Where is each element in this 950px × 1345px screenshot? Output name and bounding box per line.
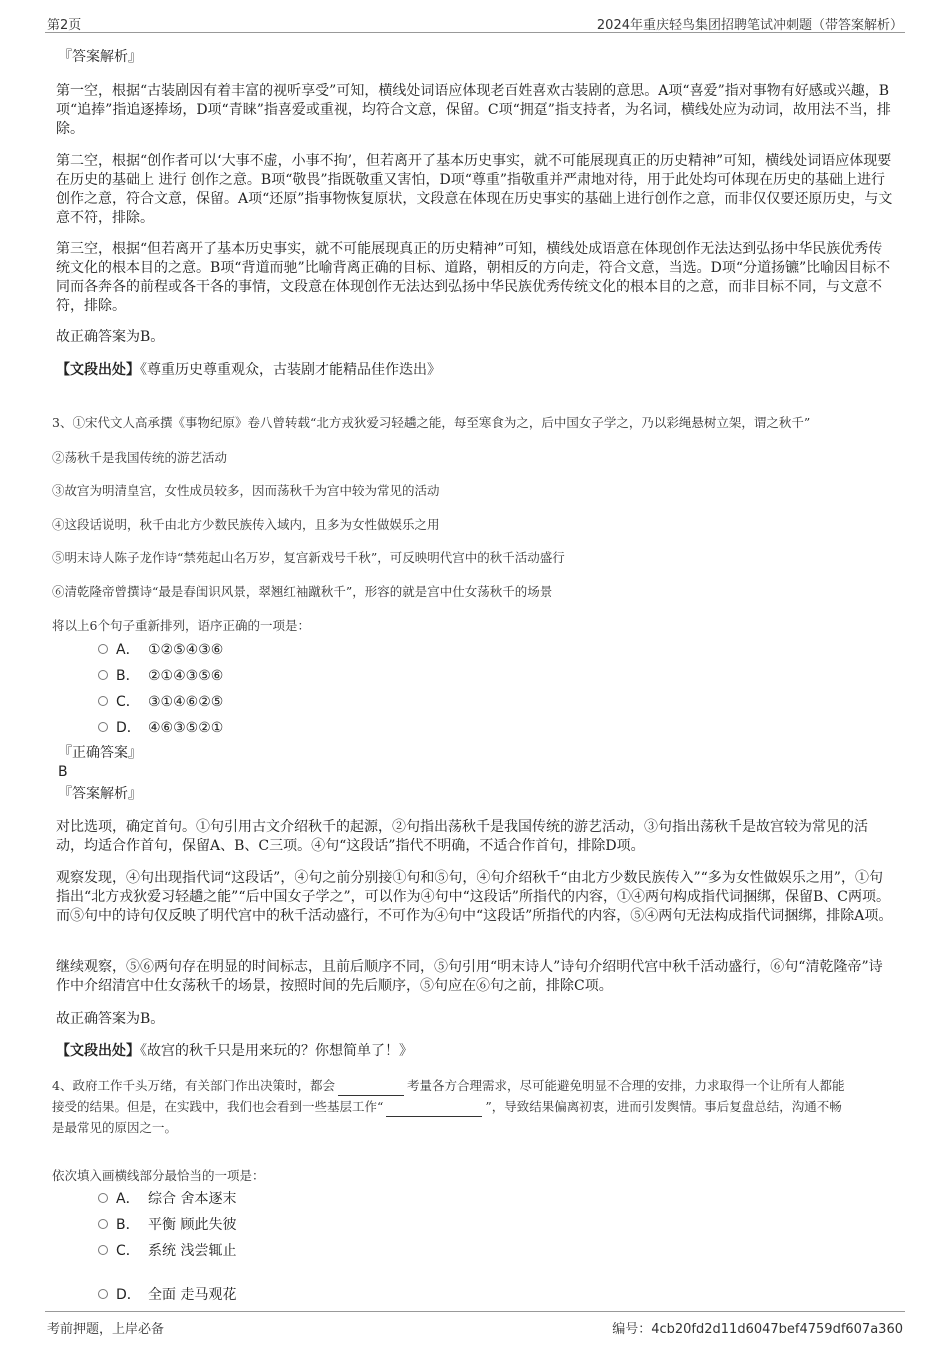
page-number: 第2页: [47, 18, 82, 33]
radio-icon[interactable]: [98, 1289, 108, 1299]
radio-icon[interactable]: [98, 644, 108, 654]
radio-icon[interactable]: [98, 1245, 108, 1255]
q3-analysis-para-3: 继续观察，⑤⑥两句存在明显的时间标志，且前后顺序不同，⑤句引用“明末诗人”诗句介绍明代宫中秋千活动盛行，⑥句“清乾隆帝”诗作中介绍清宫中仕女荡秋千的场景，按照时间的先后顺序，⑤句应在⑥句之前，排除C项。: [56, 959, 883, 994]
page-footer: [45, 1311, 905, 1340]
q2-source-label: 【文段出处】: [56, 362, 140, 378]
q3-option-b[interactable]: B． ②①④③⑤⑥: [98, 665, 223, 685]
q2-analysis-para-1: 第一空，根据“古装剧因有着丰富的视听享受”可知，横线处词语应体现老百姓喜欢古装剧的意思。A项“喜爱”指对事物有好感或兴趣，B项“追捧”指追逐捧场，D项“青睐”指喜爱或重视，均符合文意，保留。C项“拥趸”指支持者，为名词，横线处应为动词，故用法不当，排除。: [56, 83, 891, 137]
footer-slogan: 考前押题，上岸必备: [47, 1322, 165, 1337]
q3-source-text: 《故宫的秋千只是用来玩的？你想简单了！》: [140, 1043, 413, 1059]
q3-option-c[interactable]: C． ③①④⑥②⑤: [98, 691, 223, 711]
q3-question: 将以上6个句子重新排列，语序正确的一项是：: [52, 617, 310, 633]
q4-stem-part-1: 4、政府工作千头万绪，有关部门作出决策时，都会: [52, 1078, 335, 1093]
q2-source: [56, 361, 894, 380]
q3-answer-line: 故正确答案为B。: [56, 1011, 165, 1027]
q4-question: 依次填入画横线部分最恰当的一项是：: [52, 1167, 265, 1183]
q4-option-c[interactable]: C． 系统 浅尝辄止: [98, 1240, 236, 1260]
q4-stem-part-5: 是最常见的原因之一。: [52, 1120, 178, 1135]
q4-stem-part-2: 考量各方合理需求，尽可能避免明显不合理的安排，力求取得一个让所有人都能: [406, 1078, 845, 1093]
q3-analysis-para-2: 观察发现，④句出现指代词“这段话”，④句之前分别接①句和⑤句，④句介绍秋千“由北方少数民族传入”“多为女性做娱乐之用”，①句指出“北方戎狄爱习轻趫之能”“后中国女子学之”，可以作为④句中“这段话”所指代的内容，①④两句构成指代词捆绑，保留B、C两项。而⑤句中的诗句仅反映了明代宫中的秋千活动盛行，不可作为④句中“这段话”所指代的内容，⑤④两句无法构成指代词捆绑，排除A项。: [56, 870, 893, 924]
page-header: [45, 10, 905, 33]
q3-option-d[interactable]: D． ④⑥③⑤②①: [98, 717, 223, 737]
radio-icon[interactable]: [98, 722, 108, 732]
q3-sentence-5: ⑤明末诗人陈子龙作诗“禁苑起山名万岁，复宫新戏号千秋”，可反映明代宫中的秋千活动盛行: [52, 549, 565, 565]
q3-correct-heading: 『正确答案』: [58, 745, 142, 761]
q2-analysis-para-3: 第三空，根据“但若离开了基本历史事实，就不可能展现真正的历史精神”可知，横线处成语意在体现创作无法达到弘扬中华民族优秀传统文化的根本目的之意。B项“背道而驰”比喻背离正确的目标、道路，朝相反的方向走，符合文意，当选。D项“分道扬镳”比喻因目标不同而各奔各的前程或各干各的事情，文段意在体现创作无法达到弘扬中华民族优秀传统文化的根本目的之意，而非目标不同，与文意不符，排除。: [56, 241, 891, 314]
q3-analysis-para-1: 对比选项，确定首句。①句引用古文介绍秋千的起源，②句指出荡秋千是我国传统的游艺活动，③句指出荡秋千是故宫较为常见的活动，均适合作首句，保留A、B、C三项。④句“这段话”指代不明确，不适合作首句，排除D项。: [56, 819, 868, 854]
q4-stem-part-3: 接受的结果。但是，在实践中，我们也会看到一些基层工作“: [52, 1099, 384, 1114]
q3-source-label: 【文段出处】: [56, 1043, 140, 1059]
q4-option-d[interactable]: D． 全面 走马观花: [98, 1284, 236, 1304]
q3-sentence-6: ⑥清乾隆帝曾撰诗“最是春闺识风景，翠翘红袖蹴秋千”，形容的就是宫中仕女荡秋千的场景: [52, 583, 553, 599]
q4-option-a[interactable]: A． 综合 舍本逐末: [98, 1188, 236, 1208]
q3-source: [56, 1042, 894, 1061]
q3-option-a[interactable]: A． ①②⑤④③⑥: [98, 639, 223, 659]
q4-option-b[interactable]: B． 平衡 顾此失彼: [98, 1214, 236, 1234]
q3-sentence-4: ④这段话说明，秋千由北方少数民族传入域内，且多为女性做娱乐之用: [52, 516, 440, 532]
q3-sentence-2: ②荡秋千是我国传统的游艺活动: [52, 449, 228, 465]
q3-sentence-3: ③故宫为明清皇宫，女性成员较多，因而荡秋千为宫中较为常见的活动: [52, 482, 440, 498]
footer-doc-id: 编号：4cb20fd2d11d6047bef4759df607a360: [612, 1322, 903, 1337]
radio-icon[interactable]: [98, 696, 108, 706]
q2-answer-line: 故正确答案为B。: [56, 329, 165, 345]
q2-analysis-heading: 『答案解析』: [58, 49, 142, 65]
q4-blank-2: [386, 1102, 482, 1117]
q3-sentence-1: 3、①宋代文人高承撰《事物纪原》卷八曾转载“北方戎狄爱习轻趫之能，每至寒食为之，后中国女子学之，乃以彩绳悬树立架，谓之秋千”: [52, 414, 811, 430]
q2-analysis-para-2: 第二空，根据“创作者可以‘大事不虚，小事不拘’，但若离开了基本历史事实，就不可能展现真正的历史精神”可知，横线处词语应体现要在历史的基础上 进行 创作之意。B项“敬畏”指既敬重又害怕，D项“尊重”指敬重并严肃地对待，用于此处均可体现在历史的基础上进行创作之意，符合文意，保留。A项“还原”指事物恢复原状，文段意在体现在历史事实的基础上进行创作之意，而非仅仅要还原历史，与文意不符，排除。: [56, 153, 893, 226]
radio-icon[interactable]: [98, 1193, 108, 1203]
document-title: 2024年重庆轻鸟集团招聘笔试冲刺题（带答案解析）: [596, 18, 903, 33]
q3-correct-answer: B: [58, 764, 68, 780]
q2-source-text: 《尊重历史尊重观众，古装剧才能精品佳作迭出》: [140, 362, 441, 378]
radio-icon[interactable]: [98, 1219, 108, 1229]
q4-blank-1: [338, 1081, 404, 1096]
q3-analysis-heading: 『答案解析』: [58, 786, 142, 802]
radio-icon[interactable]: [98, 670, 108, 680]
q4-stem: [52, 1075, 890, 1138]
q4-stem-part-4: ”，导致结果偏离初衷，进而引发舆情。事后复盘总结，沟通不畅: [485, 1099, 842, 1114]
